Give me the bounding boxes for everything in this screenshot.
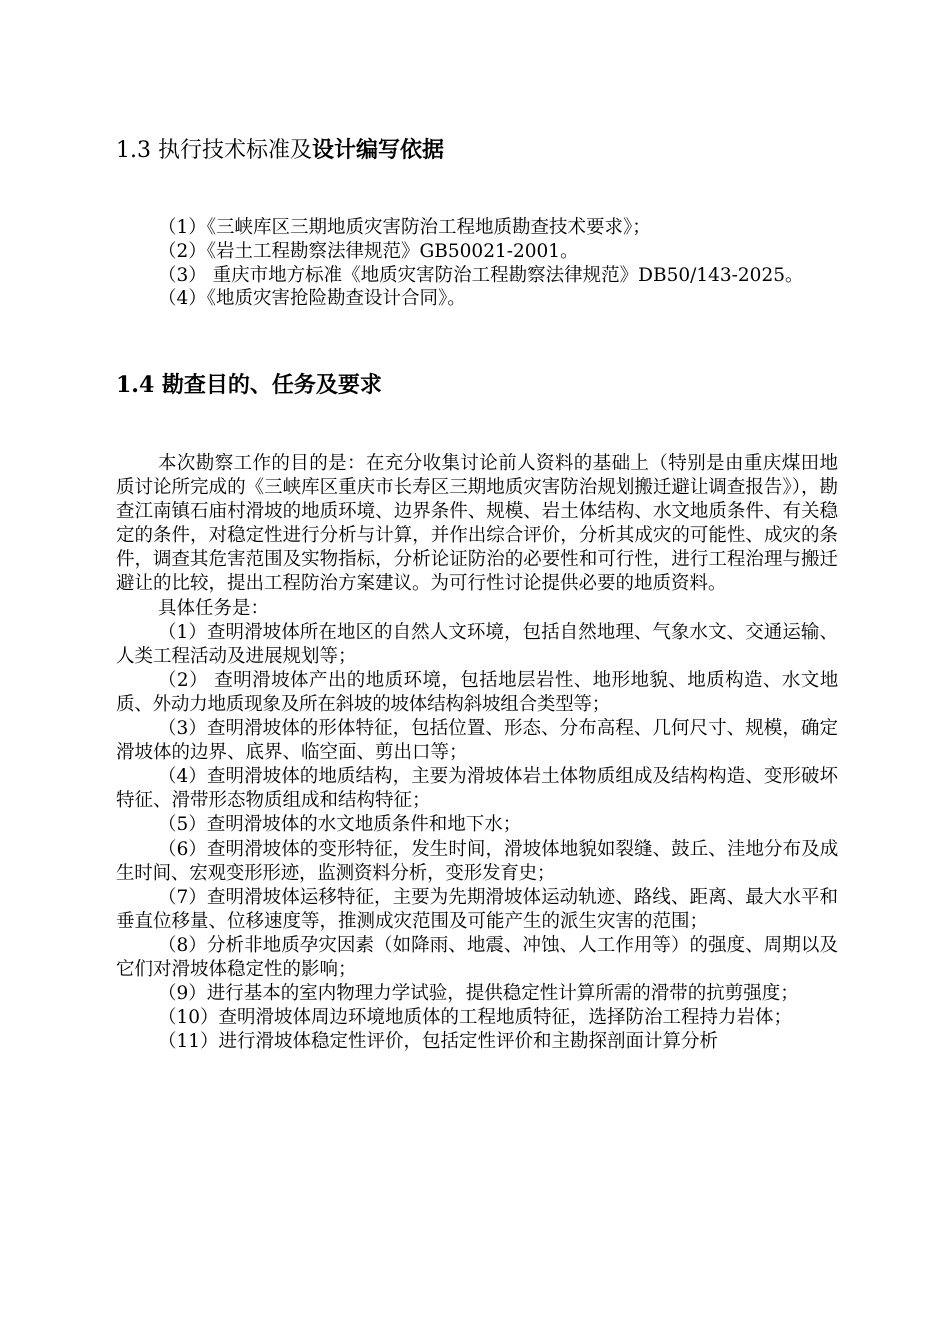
- task-item: （5）查明滑坡体的水文地质条件和地下水；: [158, 814, 522, 836]
- reference-item: （4）《地质灾害抢险勘查设计合同》。: [158, 288, 466, 310]
- task-item: （8）分析非地质孕灾因素（如降雨、地震、冲蚀、人工作用等）的强度、周期以及它们对滑坡体稳定性的影响；: [116, 934, 838, 980]
- tasks-heading: 具体任务是：: [158, 597, 270, 619]
- reference-list: [116, 216, 838, 311]
- section-number: 1.3: [116, 138, 151, 163]
- task-item: （2） 查明滑坡体产出的地质环境，包括地层岩性、地形地貌、地质构造、水文地质、外动力地质现象及所在斜坡的坡体结构斜坡组合类型等；: [116, 669, 838, 715]
- section-title-bold: 设计编写依据: [312, 137, 445, 163]
- section-body: [116, 452, 838, 1054]
- task-item: （4）查明滑坡体的地质结构，主要为滑坡体岩土体物质组成及结构构造、变形破坏特征、滑带形态物质组成和结构特征；: [116, 766, 838, 812]
- task-item: （9）进行基本的室内物理力学试验，提供稳定性计算所需的滑带的抗剪强度；: [158, 983, 799, 1005]
- section-heading-1-4: 1.4 勘查目的、任务及要求: [116, 372, 382, 398]
- section-heading-1-3: [116, 136, 444, 165]
- task-item: （1）查明滑坡体所在地区的自然人文环境，包括自然地理、气象水文、交通运输、人类工程活动及进展规划等；: [116, 621, 838, 667]
- task-item: （11）进行滑坡体稳定性评价，包括定性评价和主勘探剖面计算分析: [158, 1031, 719, 1053]
- reference-item: （2）《岩土工程勘察法律规范》GB50021-2001。: [158, 240, 579, 262]
- reference-item: （3） 重庆市地方标准《地质灾害防治工程勘察法律规范》DB50/143-2025。: [158, 264, 804, 286]
- task-item: （7）查明滑坡体运移特征，主要为先期滑坡体运动轨迹、路线、距离、最大水平和垂直位移量、位移速度等，推测成灾范围及可能产生的派生灾害的范围；: [116, 886, 838, 932]
- reference-item: （1）《三峡库区三期地质灾害防治工程地质勘查技术要求》；: [158, 217, 651, 238]
- task-item: （10）查明滑坡体周边环境地质体的工程地质特征，选择防治工程持力岩体；: [158, 1007, 793, 1029]
- task-item: （3）查明滑坡体的形体特征，包括位置、形态、分布高程、几何尺寸、规模，确定滑坡体的边界、底界、临空面、剪出口等；: [116, 718, 838, 764]
- section-title-plain: 执行技术标准及: [158, 138, 313, 163]
- task-item: （6）查明滑坡体的变形特征，发生时间，滑坡体地貌如裂缝、鼓丘、洼地分布及成生时间、宏观变形形迹，监测资料分析，变形发育史；: [116, 838, 838, 884]
- intro-paragraph: 本次勘察工作的目的是：在充分收集讨论前人资料的基础上（特别是由重庆煤田地质讨论所完成的《三峡库区重庆市长寿区三期地质灾害防治规划搬迁避让调查报告》），勘查江南镇石庙村滑坡的地质环境、边界条件、规模、岩土体结构、水文地质条件、有关稳定的条件，对稳定性进行分析与计算，并作出综合评价，分析其成灾的可能性、成灾的条件，调查其危害范围及实物指标，分析论证防治的必要性和可行性，进行工程治理与搬迁避让的比较，提出工程防治方案建议。为可行性讨论提供必要的地质资料。: [116, 453, 838, 595]
